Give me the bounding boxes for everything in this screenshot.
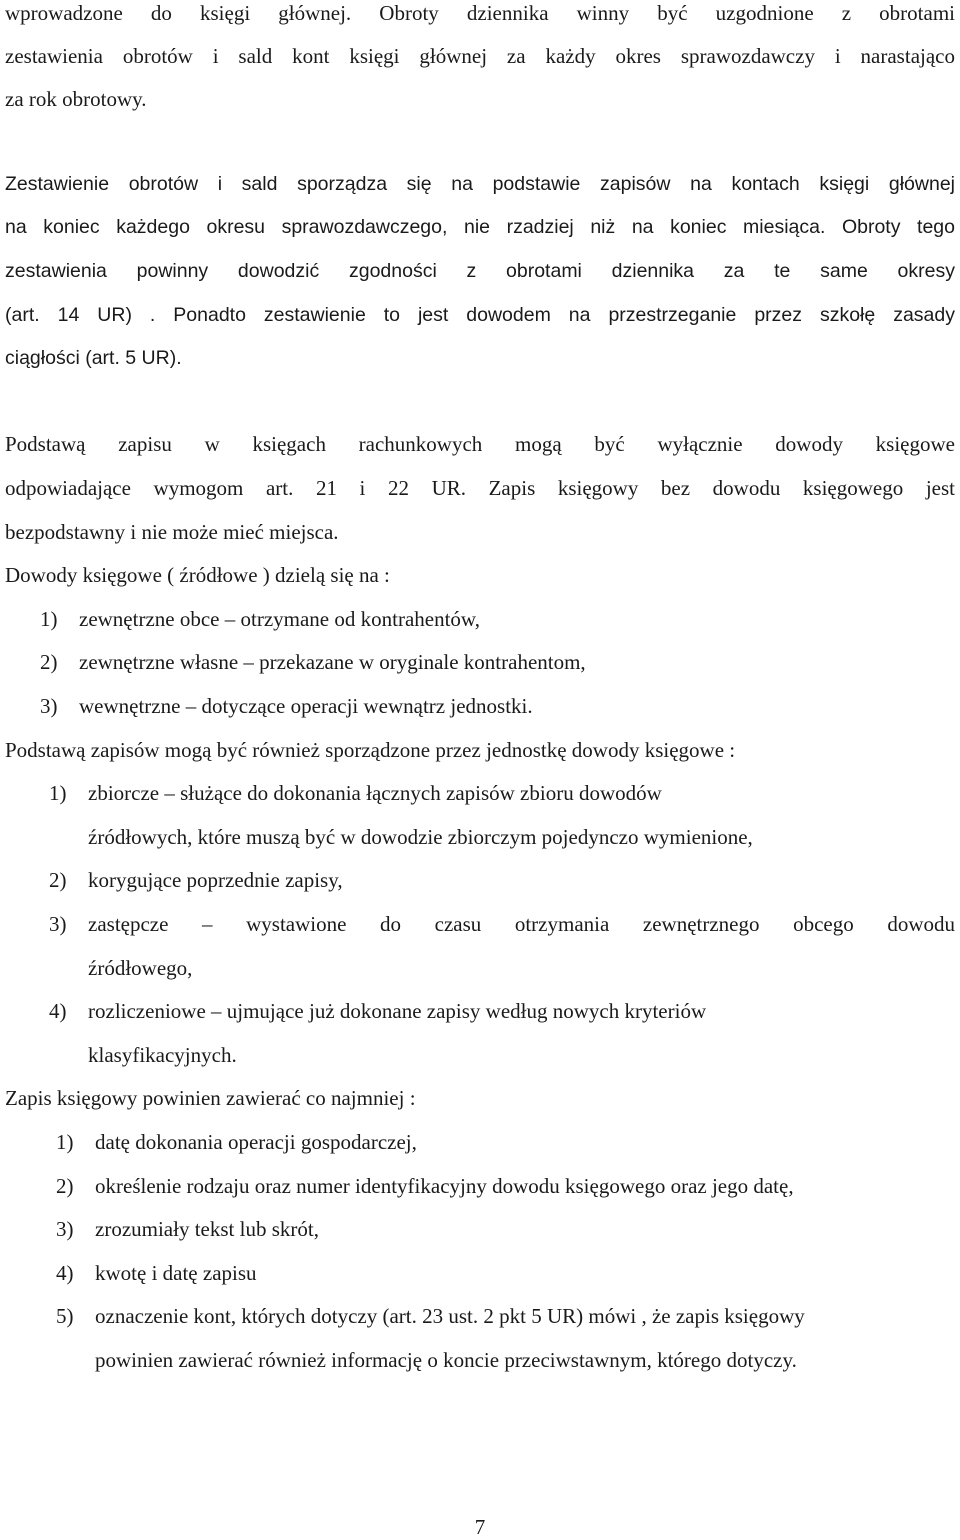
list-item-continuation: źródłowego, (88, 956, 193, 980)
list-item-number: 5) (56, 1304, 74, 1328)
list-item: zrozumiały tekst lub skrót, (95, 1217, 319, 1241)
list-item-number: 1) (49, 781, 67, 805)
list-item-continuation: powinien zawierać również informację o koncie przeciwstawnym, którego dotyczy. (95, 1348, 797, 1372)
text-line: zestawienia obrotów i sald kont księgi głównej za każdy okres sprawozdawczy i narastająco (5, 44, 955, 68)
list-item: określenie rodzaju oraz numer identyfikacyjny dowodu księgowego oraz jego datę, (95, 1174, 794, 1198)
text-line: zestawienia powinny dowodzić zgodności z obrotami dziennika za te same okresy (5, 260, 955, 282)
list-item: korygujące poprzednie zapisy, (88, 868, 343, 892)
list-item-number: 2) (56, 1174, 74, 1198)
list-item-number: 4) (56, 1261, 74, 1285)
list-item-number: 1) (40, 607, 58, 631)
list-item-number: 3) (49, 912, 67, 936)
text-line: Podstawą zapisu w księgach rachunkowych mogą być wyłącznie dowody księgowe (5, 432, 955, 456)
list-item-number: 3) (56, 1217, 74, 1241)
page-number: 7 (474, 1515, 486, 1539)
list-item-number: 2) (40, 650, 58, 674)
list-item: oznaczenie kont, których dotyczy (art. 23 ust. 2 pkt 5 UR) mówi , że zapis księgowy (95, 1304, 805, 1328)
list-item: zewnętrzne obce – otrzymane od kontrahentów, (79, 607, 480, 631)
text-line: Zestawienie obrotów i sald sporządza się na podstawie zapisów na kontach księgi głównej (5, 173, 955, 195)
section-intro: Dowody księgowe ( źródłowe ) dzielą się na : (5, 563, 390, 587)
text-line: na koniec każdego okresu sprawozdawczego, nie rzadziej niż na koniec miesiąca. Obroty tego (5, 216, 955, 238)
text-line: ciągłości (art. 5 UR). (5, 347, 182, 369)
list-item-continuation: źródłowych, które muszą być w dowodzie zbiorczym pojedynczo wymienione, (88, 825, 753, 849)
list-item: rozliczeniowe – ujmujące już dokonane zapisy według nowych kryteriów (88, 999, 707, 1023)
list-item-number: 2) (49, 868, 67, 892)
text-line: za rok obrotowy. (5, 87, 147, 111)
list-item: datę dokonania operacji gospodarczej, (95, 1130, 417, 1154)
list-item: zbiorcze – służące do dokonania łącznych zapisów zbioru dowodów (88, 781, 662, 805)
list-item-number: 4) (49, 999, 67, 1023)
list-item: zewnętrzne własne – przekazane w oryginale kontrahentom, (79, 650, 586, 674)
section-intro: Zapis księgowy powinien zawierać co najmniej : (5, 1086, 416, 1110)
section-intro: Podstawą zapisów mogą być również sporządzone przez jednostkę dowody księgowe : (5, 738, 736, 762)
list-item-number: 1) (56, 1130, 74, 1154)
text-line: bezpodstawny i nie może mieć miejsca. (5, 520, 339, 544)
list-item: wewnętrzne – dotyczące operacji wewnątrz jednostki. (79, 694, 533, 718)
list-item: zastępcze – wystawione do czasu otrzymania zewnętrznego obcego dowodu (88, 912, 955, 936)
text-line: wprowadzone do księgi głównej. Obroty dziennika winny być uzgodnione z obrotami (5, 1, 955, 25)
text-line: (art. 14 UR) . Ponadto zestawienie to jest dowodem na przestrzeganie przez szkołę zasady (5, 304, 955, 326)
text-line: odpowiadające wymogom art. 21 i 22 UR. Zapis księgowy bez dowodu księgowego jest (5, 476, 955, 500)
list-item-number: 3) (40, 694, 58, 718)
list-item-continuation: klasyfikacyjnych. (88, 1043, 237, 1067)
list-item: kwotę i datę zapisu (95, 1261, 257, 1285)
